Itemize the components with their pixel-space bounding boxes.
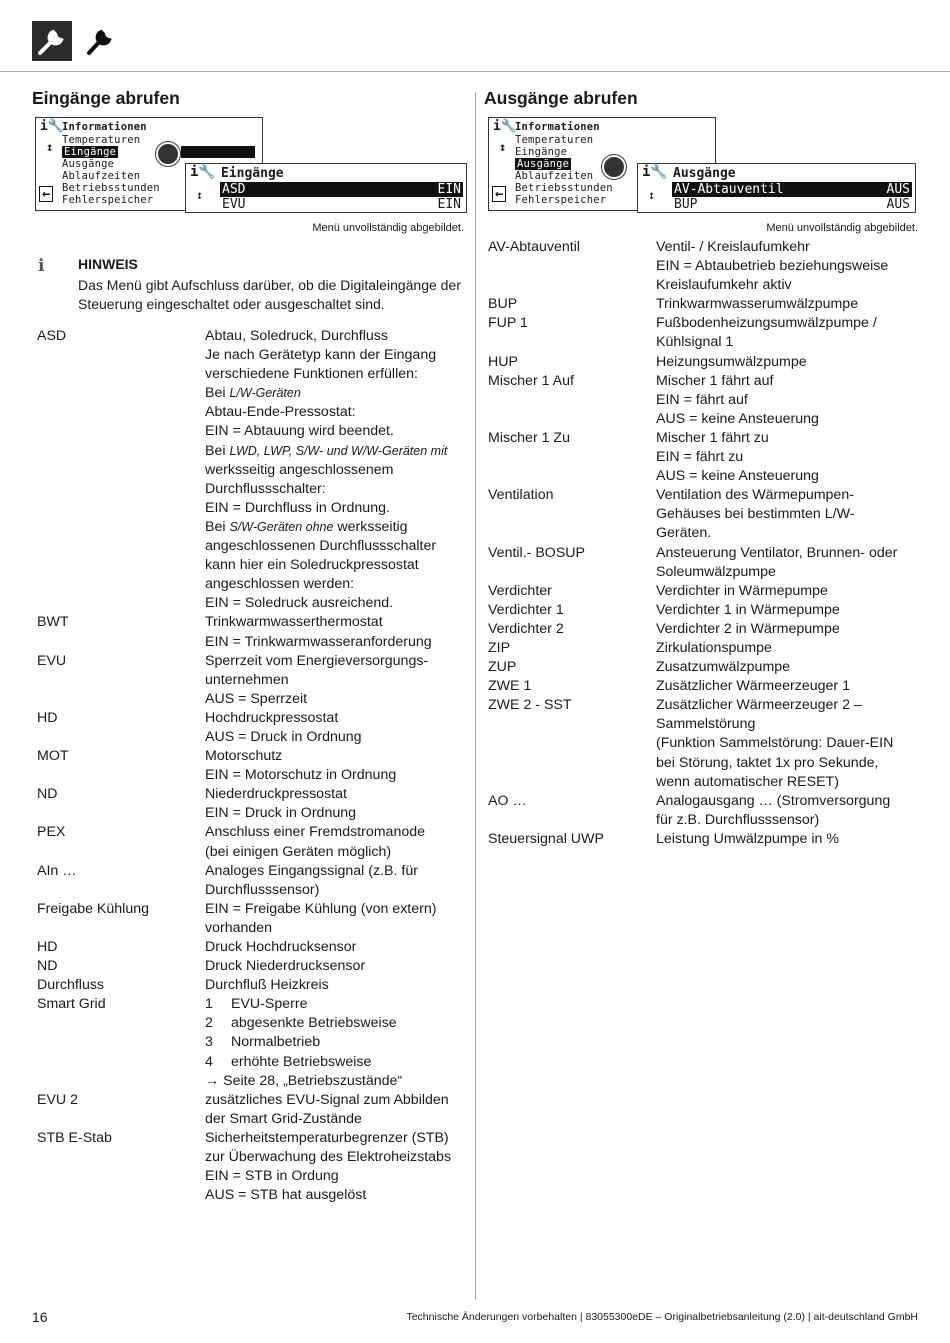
definition bbox=[205, 1129, 473, 1205]
term: AV-Abtauventil bbox=[488, 239, 581, 255]
table-row bbox=[37, 709, 473, 747]
text: Bei bbox=[205, 385, 230, 402]
table-row bbox=[37, 1129, 473, 1205]
definition-line: Sicherheitstemperaturbegrenzer (STB) bbox=[205, 1129, 449, 1146]
lcd-popup-inputs bbox=[185, 163, 467, 213]
definition-line: zur Überwachung des Elektroheizstabs bbox=[205, 1149, 452, 1166]
page-number: 16 bbox=[32, 1309, 48, 1325]
definition-line: angeschlossen werden: bbox=[205, 576, 355, 593]
definition-line: EIN = Motorschutz in Ordnung bbox=[205, 767, 397, 784]
table-row bbox=[37, 900, 473, 938]
term: HD bbox=[37, 709, 58, 726]
column-divider bbox=[475, 92, 476, 1300]
definition-line: Druck Niederdrucksensor bbox=[205, 958, 366, 975]
table-row bbox=[488, 658, 918, 677]
list-number: 4 bbox=[205, 1053, 213, 1070]
table-row bbox=[37, 957, 473, 976]
definition-line: AUS = STB hat ausgelöst bbox=[205, 1187, 367, 1204]
definition bbox=[656, 792, 918, 830]
term: Ventil.- BOSUP bbox=[488, 544, 585, 561]
table-row bbox=[37, 862, 473, 900]
selection-bar bbox=[181, 146, 255, 158]
rotary-knob-icon[interactable] bbox=[602, 155, 626, 179]
italic-text: L/W-Geräten bbox=[229, 386, 301, 401]
table-row bbox=[488, 544, 918, 582]
definition-line: Durchfluß Heizkreis bbox=[205, 977, 329, 994]
definition-line: EIN = Durchfluss in Ordnung. bbox=[205, 499, 390, 516]
definition-line: Verdichter 2 in Wärmepumpe bbox=[656, 620, 840, 637]
term: ND bbox=[37, 958, 58, 975]
definition bbox=[656, 620, 918, 639]
definition bbox=[205, 1091, 473, 1129]
definition bbox=[656, 658, 918, 677]
definition bbox=[656, 238, 918, 295]
definition-line: Kreislaufumkehr aktiv bbox=[656, 277, 792, 294]
definition-line: AUS = Sperrzeit bbox=[205, 690, 308, 707]
definition-line: EIN = STB in Ordung bbox=[205, 1168, 339, 1185]
definition-line: Durchflusssensor) bbox=[205, 881, 320, 898]
wrench-icon bbox=[84, 24, 116, 58]
definition-line: → Seite 28, „Betriebszustände“ bbox=[205, 1072, 403, 1089]
term: MOT bbox=[37, 748, 69, 765]
definition-line bbox=[205, 995, 473, 1014]
definition-line: Motorschutz bbox=[205, 748, 283, 765]
definition-line: EIN = Abtaubetrieb beziehungsweise bbox=[656, 258, 889, 275]
menu-item[interactable]: Temperaturen bbox=[515, 134, 594, 146]
definition-line: Mischer 1 fährt auf bbox=[656, 372, 774, 389]
term: Mischer 1 Auf bbox=[488, 372, 574, 389]
menu-item[interactable]: Eingänge bbox=[515, 146, 568, 158]
definition-line bbox=[205, 384, 473, 403]
table-row bbox=[37, 785, 473, 823]
lcd-popup-outputs bbox=[637, 163, 916, 213]
definition-line: Ansteuerung Ventilator, Brunnen- oder bbox=[656, 544, 898, 561]
term: BWT bbox=[37, 614, 69, 631]
definition-line: Abtau-Ende-Pressostat: bbox=[205, 404, 356, 421]
term: Mischer 1 Zu bbox=[488, 429, 570, 446]
menu-title: Informationen bbox=[515, 121, 600, 133]
term: EVU 2 bbox=[37, 1091, 79, 1108]
definition-line: Soleumwälzpumpe bbox=[656, 563, 776, 580]
definition-line: werksseitig angeschlossenem bbox=[205, 461, 394, 478]
definition-line: Zusatzumwälzpumpe bbox=[656, 659, 791, 676]
popup-row-selected[interactable] bbox=[672, 182, 912, 197]
term: PEX bbox=[37, 824, 66, 841]
definition-line: Hochdruckpressostat bbox=[205, 709, 339, 726]
definition bbox=[205, 709, 473, 747]
definition bbox=[205, 652, 473, 709]
definition-line: AUS = Druck in Ordnung bbox=[205, 728, 362, 745]
list-text: EVU-Sperre bbox=[231, 996, 308, 1013]
table-row bbox=[37, 613, 473, 651]
definition bbox=[656, 353, 918, 372]
definition bbox=[205, 747, 473, 785]
definition bbox=[656, 582, 918, 601]
table-row bbox=[37, 938, 473, 957]
definition-line: Je nach Gerätetyp kann der Eingang bbox=[205, 347, 437, 364]
definition bbox=[656, 677, 918, 696]
definition bbox=[205, 976, 473, 995]
table-row bbox=[488, 582, 918, 601]
term: ZUP bbox=[488, 659, 517, 676]
notice-title: HINWEIS bbox=[78, 256, 138, 272]
definition-line: Niederdruckpressostat bbox=[205, 786, 347, 803]
popup-row-key: EVU bbox=[222, 197, 246, 212]
term: Durchfluss bbox=[37, 977, 105, 994]
term: Smart Grid bbox=[37, 996, 106, 1013]
popup-row[interactable] bbox=[672, 197, 912, 212]
info-wrench-icon: i🔧 bbox=[40, 119, 65, 134]
definition-line: Anschluss einer Fremdstromanode bbox=[205, 824, 426, 841]
definition-line bbox=[205, 442, 473, 461]
scroll-arrow-icon: ↕ bbox=[46, 140, 54, 154]
popup-row-key: AV-Abtauventil bbox=[674, 182, 784, 197]
rotary-knob-icon[interactable] bbox=[156, 142, 180, 166]
definition-line: Sperrzeit vom Energieversorgungs- bbox=[205, 652, 429, 669]
definition-line: EIN = Freigabe Kühlung (von extern) bbox=[205, 900, 437, 917]
table-row bbox=[488, 830, 918, 849]
definition-line: Verdichter in Wärmepumpe bbox=[656, 582, 828, 599]
popup-title: Ausgänge bbox=[673, 166, 736, 181]
term: HD bbox=[37, 939, 58, 955]
definition bbox=[656, 429, 918, 486]
term: ASD bbox=[37, 328, 67, 344]
definition bbox=[656, 696, 918, 791]
outputs-table bbox=[488, 238, 918, 849]
definition bbox=[205, 613, 473, 651]
table-row bbox=[37, 995, 473, 1090]
scroll-arrow-icon: ↕ bbox=[648, 188, 656, 202]
definition bbox=[656, 544, 918, 582]
table-row bbox=[488, 314, 918, 352]
term: Steuersignal UWP bbox=[488, 830, 604, 847]
list-text: erhöhte Betriebsweise bbox=[231, 1053, 372, 1070]
definition bbox=[205, 823, 473, 861]
definition-line: EIN = fährt zu bbox=[656, 449, 744, 466]
list-text: Normalbetrieb bbox=[231, 1034, 321, 1051]
menu-item[interactable]: Betriebsstunden bbox=[515, 182, 613, 194]
definition-line: Abtau, Soledruck, Durchfluss bbox=[205, 328, 388, 344]
definition-line: angeschlossenen Durchflussschalter bbox=[205, 538, 437, 555]
definition-line: Ventil- / Kreislaufumkehr bbox=[656, 239, 810, 255]
list-text: abgesenkte Betriebsweise bbox=[231, 1015, 397, 1032]
definition-line: Zusätzlicher Wärmeerzeuger 1 bbox=[656, 678, 850, 695]
table-row bbox=[37, 1091, 473, 1129]
definition bbox=[205, 957, 473, 976]
table-row bbox=[488, 295, 918, 314]
text: Bei bbox=[205, 518, 230, 535]
term: BUP bbox=[488, 296, 518, 313]
info-icon: ℹ bbox=[38, 256, 45, 276]
info-wrench-icon: i🔧 bbox=[493, 119, 518, 134]
table-row bbox=[488, 639, 918, 658]
table-row bbox=[488, 372, 918, 429]
term: ZIP bbox=[488, 639, 511, 656]
definition-line: AUS = keine Ansteuerung bbox=[656, 410, 819, 427]
definition-line: EIN = Soledruck ausreichend. bbox=[205, 595, 394, 612]
definition-line: Mischer 1 fährt zu bbox=[656, 429, 769, 446]
text: werksseitig bbox=[333, 518, 408, 535]
scroll-arrow-icon: ↕ bbox=[499, 140, 507, 154]
term: ZWE 1 bbox=[488, 678, 532, 695]
definition-line: Druck Hochdrucksensor bbox=[205, 939, 357, 955]
definition bbox=[205, 995, 473, 1090]
popup-row[interactable] bbox=[220, 197, 463, 212]
definition bbox=[656, 486, 918, 543]
definition-line: Sammelstörung bbox=[656, 716, 756, 733]
footer-text: Technische Änderungen vorbehalten | 83055300eDE – Originalbetriebsanleitung (2.0) | ait-deutschland GmbH bbox=[406, 1311, 918, 1323]
table-row bbox=[488, 353, 918, 372]
term: Freigabe Kühlung bbox=[37, 900, 150, 917]
table-row bbox=[488, 677, 918, 696]
italic-text: LWD, LWP, S/W- und W/W-Geräten mit bbox=[229, 443, 448, 458]
scroll-arrow-icon: ↕ bbox=[196, 188, 204, 202]
definition-line: wenn automatischer RESET) bbox=[656, 773, 839, 790]
info-wrench-icon: i🔧 bbox=[190, 164, 216, 180]
definition-line: kann hier ein Soledruckpressostat bbox=[205, 557, 419, 574]
back-icon[interactable]: ← bbox=[39, 186, 53, 202]
table-row bbox=[37, 823, 473, 861]
definition-line: zusätzliches EVU-Signal zum Abbilden bbox=[205, 1091, 449, 1108]
definition bbox=[656, 372, 918, 429]
italic-text: S/W-Geräten ohne bbox=[229, 519, 334, 534]
definition-line: EIN = Trinkwarmwasseranforderung bbox=[205, 633, 432, 650]
term: ND bbox=[37, 786, 58, 803]
table-row bbox=[37, 747, 473, 785]
menu-title: Informationen bbox=[62, 121, 147, 133]
popup-row-key: BUP bbox=[674, 197, 698, 212]
definition-line: Kühlsignal 1 bbox=[656, 334, 734, 351]
definition-line: Ventilation des Wärmepumpen- bbox=[656, 487, 854, 504]
definition-line: (Funktion Sammelstörung: Dauer-EIN bbox=[656, 735, 894, 752]
inputs-table bbox=[37, 327, 473, 1205]
list-number: 3 bbox=[205, 1034, 213, 1051]
definition-line: Heizungsumwälzpumpe bbox=[656, 353, 807, 370]
definition bbox=[656, 639, 918, 658]
popup-row-value: AUS bbox=[886, 197, 910, 212]
definition-line: Leistung Umwälzpumpe in % bbox=[656, 830, 839, 847]
definition bbox=[656, 830, 918, 849]
definition-line bbox=[205, 1033, 473, 1052]
term: AO … bbox=[488, 792, 527, 809]
definition-line: Gehäuses bei bestimmten L/W- bbox=[656, 506, 855, 523]
table-row bbox=[488, 486, 918, 543]
table-row bbox=[488, 238, 918, 295]
wrench-box-icon bbox=[32, 21, 72, 61]
heading-inputs: Eingänge abrufen bbox=[32, 88, 180, 108]
term: FUP 1 bbox=[488, 315, 528, 332]
definition bbox=[205, 327, 473, 613]
definition-line: Trinkwarmwasserthermostat bbox=[205, 614, 383, 631]
definition-line: Fußbodenheizungsumwälzpumpe / bbox=[656, 315, 877, 332]
notice-text: Das Menü gibt Aufschluss darüber, ob die Digitaleingänge der Steuerung eingeschaltet oder ausgeschaltet sind. bbox=[78, 277, 461, 312]
menu-item[interactable]: Ablaufzeiten bbox=[62, 170, 141, 182]
menu-item[interactable]: Fehlerspeicher bbox=[62, 194, 154, 206]
definition bbox=[205, 900, 473, 938]
definition-line: (bei einigen Geräten möglich) bbox=[205, 843, 392, 860]
info-wrench-icon: i🔧 bbox=[642, 164, 668, 180]
definition-line: für z.B. Durchflusssensor) bbox=[656, 811, 820, 828]
definition-line: EIN = Abtauung wird beendet. bbox=[205, 423, 394, 440]
popup-row-value: EIN bbox=[437, 197, 461, 212]
popup-row-selected[interactable] bbox=[220, 182, 463, 197]
popup-row-value: AUS bbox=[886, 182, 910, 197]
term: Verdichter 1 bbox=[488, 601, 564, 618]
menu-item[interactable]: Ablaufzeiten bbox=[515, 170, 594, 182]
list-number: 2 bbox=[205, 1015, 213, 1032]
definition-line: verschiedene Funktionen erfüllen: bbox=[205, 366, 418, 383]
table-row bbox=[488, 620, 918, 639]
header-rule bbox=[0, 71, 950, 72]
definition-line: AUS = keine Ansteuerung bbox=[656, 468, 819, 485]
table-row bbox=[488, 792, 918, 830]
definition-line: Geräten. bbox=[656, 525, 712, 542]
caption-inputs: Menü unvollständig abgebildet. bbox=[312, 222, 464, 234]
definition bbox=[656, 314, 918, 352]
definition-line: Trinkwarmwasserumwälzpumpe bbox=[656, 296, 859, 313]
definition-line: EIN = Druck in Ordnung bbox=[205, 805, 357, 822]
popup-row-key: ASD bbox=[222, 182, 246, 197]
menu-item-selected[interactable]: Ausgänge bbox=[517, 158, 570, 170]
term: ZWE 2 - SST bbox=[488, 697, 572, 714]
definition-line: der Smart Grid-Zustände bbox=[205, 1110, 362, 1127]
definition-line bbox=[205, 1053, 473, 1072]
term: HUP bbox=[488, 353, 518, 370]
term: STB E-Stab bbox=[37, 1129, 112, 1146]
term: AIn … bbox=[37, 862, 77, 879]
table-row bbox=[37, 652, 473, 709]
definition bbox=[205, 938, 473, 957]
definition bbox=[205, 785, 473, 823]
popup-title: Eingänge bbox=[221, 166, 284, 181]
table-row bbox=[37, 327, 473, 613]
definition bbox=[656, 295, 918, 314]
table-row bbox=[37, 976, 473, 995]
definition bbox=[205, 862, 473, 900]
menu-item[interactable]: Fehlerspeicher bbox=[515, 194, 607, 206]
definition-line: Analoges Eingangssignal (z.B. für bbox=[205, 862, 418, 879]
definition bbox=[656, 601, 918, 620]
definition-line: Zusätzlicher Wärmeerzeuger 2 – bbox=[656, 697, 862, 714]
menu-item[interactable]: Temperaturen bbox=[62, 134, 141, 146]
definition-line: bei Störung, taktet 1x pro Sekunde, bbox=[656, 754, 879, 771]
term: Ventilation bbox=[488, 487, 554, 504]
definition-line bbox=[205, 518, 473, 537]
table-row bbox=[488, 696, 918, 791]
list-number: 1 bbox=[205, 996, 213, 1013]
menu-item[interactable]: Ausgänge bbox=[62, 158, 115, 170]
popup-row-value: EIN bbox=[437, 182, 461, 197]
definition-line: Durchflussschalter: bbox=[205, 480, 326, 497]
menu-item-selected[interactable]: Eingänge bbox=[64, 146, 117, 158]
caption-outputs: Menü unvollständig abgebildet. bbox=[766, 222, 918, 234]
menu-item[interactable]: Betriebsstunden bbox=[62, 182, 160, 194]
term: Verdichter 2 bbox=[488, 620, 564, 637]
definition-line: Zirkulationspumpe bbox=[656, 639, 772, 656]
term: Verdichter bbox=[488, 582, 552, 599]
definition-line: unternehmen bbox=[205, 671, 289, 688]
definition-line: Analogausgang … (Stromversorgung bbox=[656, 792, 891, 809]
definition-line bbox=[205, 1014, 473, 1033]
heading-outputs: Ausgänge abrufen bbox=[484, 88, 638, 108]
table-row bbox=[488, 429, 918, 486]
definition-line: EIN = fährt auf bbox=[656, 391, 748, 408]
back-icon[interactable]: ← bbox=[492, 186, 506, 202]
term: EVU bbox=[37, 652, 67, 669]
definition-line: Verdichter 1 in Wärmepumpe bbox=[656, 601, 840, 618]
table-row bbox=[488, 601, 918, 620]
definition-line: vorhanden bbox=[205, 919, 273, 936]
text: Bei bbox=[205, 442, 230, 459]
